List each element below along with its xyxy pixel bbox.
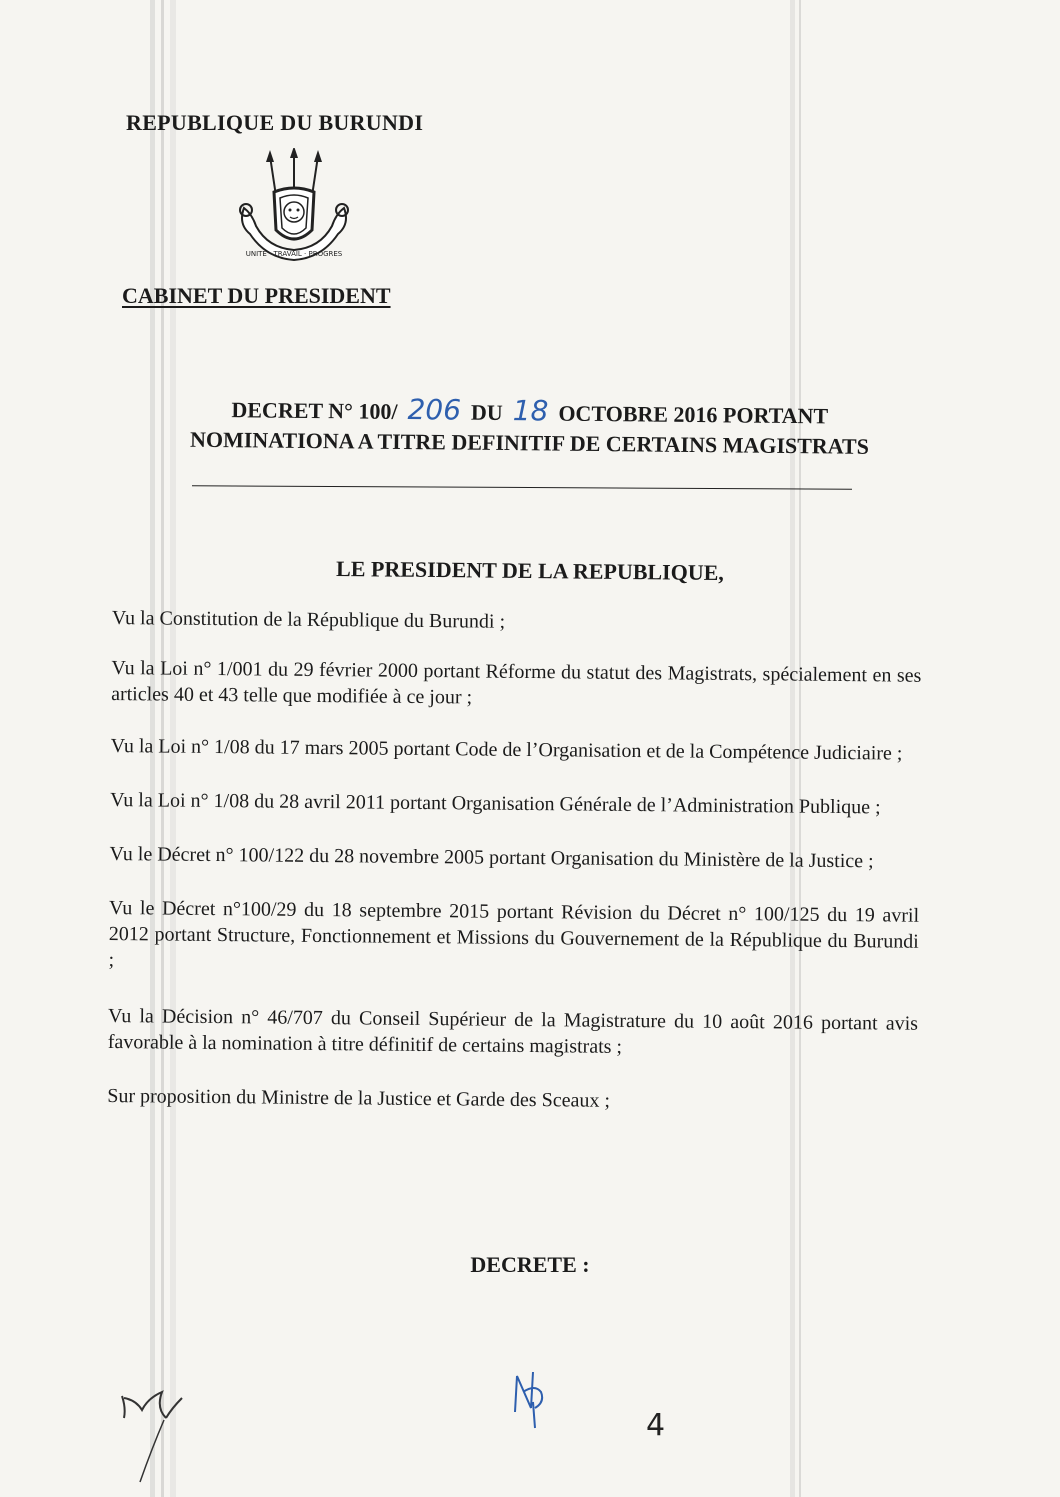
president-heading: LE PRESIDENT DE LA REPUBLIQUE, [336,555,725,586]
handwritten-initials-center-icon [505,1362,555,1432]
consideration-item: Vu le Décret n° 100/122 du 28 novembre 2005 portant Organisation du Ministère de la Justice ; [109,842,874,873]
page-number: 4 [646,1408,666,1443]
consideration-item: Vu la Constitution de la République du Burundi ; [111,606,506,633]
title-underline [192,485,852,489]
burundi-coat-of-arms-icon [236,148,352,288]
decree-title-line2: NOMINATIONA A TITRE DEFINITIF DE CERTAINS MAGISTRATS [189,426,870,459]
consideration-item: Vu la Loi n° 1/001 du 29 février 2000 portant Réforme du statut des Magistrats, spécialement en ses articles 40 et 43 telle que modifiée à ce jour ; [111,656,922,709]
considerations [107,605,922,1117]
country-heading: REPUBLIQUE DU BURUNDI [126,110,424,135]
decree-prefix: DECRET N° 100/ [231,397,398,424]
consideration-item: Sur proposition du Ministre de la Justice et Garde des Sceaux ; [107,1084,611,1112]
decree-day-handwritten: 18 [512,394,549,428]
consideration-item: Vu la Loi n° 1/08 du 17 mars 2005 portant Code de l’Organisation et de la Compétence Judiciaire ; [110,734,903,765]
decrete-heading: DECRETE : [470,1252,590,1277]
consideration-item: Vu la Décision n° 46/707 du Conseil Supérieur de la Magistrature du 10 août 2016 portant avis favorable à la nomination à titre définitif de certains magistrats ; [107,1004,919,1058]
consideration-item: Vu le Décret n°100/29 du 18 septembre 2015 portant Révision du Décret n° 100/125 du 19 avril 2012 portant Structure, Fonctionnement et Missions du Gouvernement de la République du Burundi ; [108,896,920,972]
decree-number-handwritten: 206 [407,393,462,427]
decree-date-suffix: OCTOBRE 2016 PORTANT [558,400,829,429]
consideration-item: Vu la Loi n° 1/08 du 28 avril 2011 portant Organisation Générale de l’Administration Publique ; [110,788,881,819]
emblem-motto: UNITE · TRAVAIL · PROGRES [245,250,343,258]
office-heading: CABINET DU PRESIDENT [122,283,391,308]
decree-title [119,392,940,463]
decree-du: DU [470,399,503,426]
handwritten-initials-left-icon [112,1378,192,1488]
